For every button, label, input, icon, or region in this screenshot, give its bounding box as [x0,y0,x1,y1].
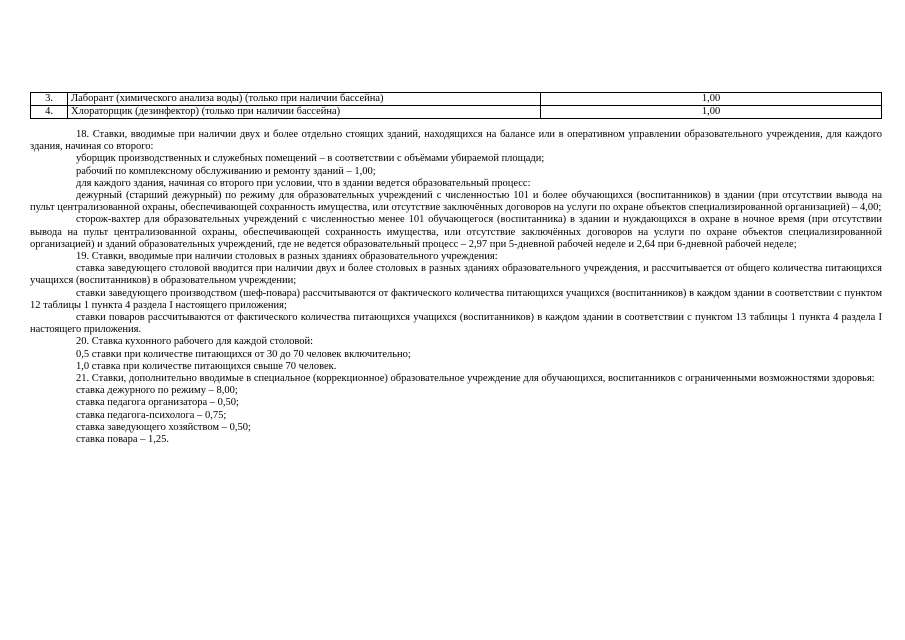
row-number: 4. [31,106,68,119]
paragraph: ставка педагога-психолога – 0,75; [76,409,227,421]
paragraph: ставка педагога организатора – 0,50; [76,397,239,409]
paragraph: дежурный (старший дежурный) по режиму для образовательных учреждений с численностью 101 и более обучающихся (воспитанников) в здании (при отсутствии вывода на пульт централизованной охраны, обеспечивающей сохранность имущества, или отсутствие заключённых договоров на услуги по охране объектов специализированной организацией) – 4,00; [30,190,882,214]
position-name: Хлораторщик (дезинфектор) (только при наличии бассейна) [68,106,541,119]
paragraph: ставка заведующего столовой вводится при наличии двух и более столовых в разных зданиях образовательного учреждения, и рассчитывается от общего количества питающихся учащихся (воспитанников) в образовательном учреждении; [30,263,882,287]
paragraph: ставка заведующего хозяйством – 0,50; [76,421,251,433]
paragraph: ставка повара – 1,25. [76,434,169,446]
paragraph: ставка дежурного по режиму – 8,00; [76,385,238,397]
staff-rates-table [30,92,882,119]
paragraph: ставки заведующего производством (шеф-повара) рассчитываются от фактического количества питающихся учащихся (воспитанников) в каждом здании в соответствии с пунктом 12 таблицы 1 пункта 4 раздела I настоящего приложения; [30,287,882,311]
paragraph: ставки поваров рассчитываются от фактического количества питающихся учащихся (воспитанников) в каждом здании в соответствии с пунктом 13 таблицы 1 пункта 4 раздела I настоящего приложения. [30,312,882,336]
paragraph: для каждого здания, начиная со второго при условии, что в здании ведется образовательный процесс: [76,177,531,189]
position-name: Лаборант (химического анализа воды) (только при наличии бассейна) [68,93,541,106]
paragraph: рабочий по комплексному обслуживанию и ремонту зданий – 1,00; [76,165,376,177]
paragraph: 0,5 ставки при количестве питающихся от 30 до 70 человек включительно; [76,348,411,360]
paragraph-item-18: 18. Ставки, вводимые при наличии двух и более отдельно стоящих зданий, находящихся на балансе или в оперативном управлении образовательного учреждения, для каждого здания, начиная со второго: [30,129,882,153]
table-row [31,106,882,119]
table-row [31,93,882,106]
paragraph: уборщик производственных и служебных помещений – в соответствии с объёмами убираемой площади; [76,153,545,165]
paragraph: сторож-вахтер для образовательных учреждений с численностью менее 101 обучающегося (воспитанника) в здании и нуждающихся в охране в ночное время (при отсутствии вывода на пульт централизованной охраны, обеспечивающей сохранность имущества, или отсутствие заключённых договоров на услуги по охране объектов специализированной организацией) и зданий образовательных учреждений, где не ведется образовательный процесс – 2,97 при 5-дневной рабочей неделе и 2,64 при 6-дневной рабочей неделе; [30,214,882,250]
paragraph-item-19: 19. Ставки, вводимые при наличии столовых в разных зданиях образовательного учреждения: [76,251,498,263]
document-body-text [30,129,882,446]
row-number: 3. [31,93,68,106]
paragraph-item-20: 20. Ставка кухонного рабочего для каждой столовой: [76,336,314,348]
paragraph: 1,0 ставка при количестве питающихся свыше 70 человек. [76,360,337,372]
paragraph-item-21: 21. Ставки, дополнительно вводимые в специальное (коррекционное) образовательное учреждение для обучающихся, воспитанников с ограниченными возможностями здоровья: [76,373,875,385]
rate-value: 1,00 [541,93,882,106]
rate-value: 1,00 [541,106,882,119]
